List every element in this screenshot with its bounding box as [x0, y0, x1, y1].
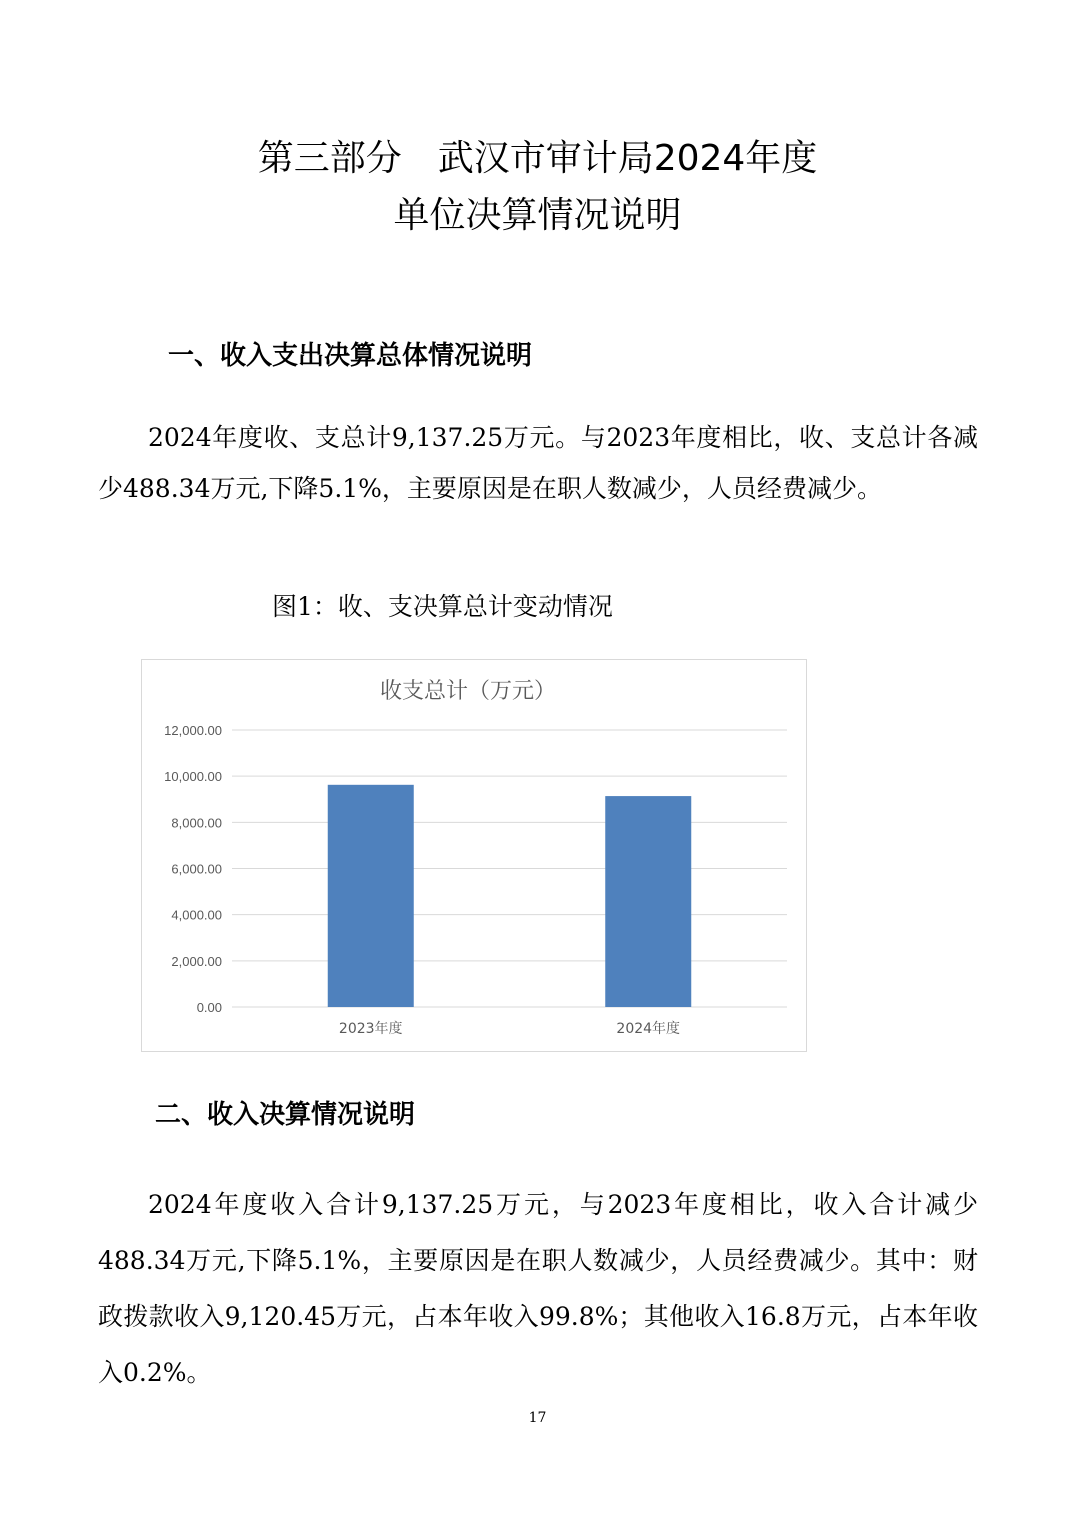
- page-title-line2: 单位决算情况说明: [393, 195, 682, 236]
- figure1-caption: 图1：收、支决算总计变动情况: [272, 592, 613, 621]
- y-tick-label: 4,000.00: [171, 907, 222, 923]
- section2-paragraph: 2024年度收入合计9,137.25万元，与2023年度相比，收入合计减少488.34万元,下降5.1%，主要原因是在职人数减少，人员经费减少。其中：财政拨款收入9,120.45万元，占本年收入99.8%；其他收入16.8万元，占本年收入0.2%。: [98, 1190, 978, 1387]
- y-tick-label: 6,000.00: [171, 861, 222, 877]
- section2-heading: 二、收入决算情况说明: [155, 1100, 416, 1130]
- bar-1: [328, 785, 414, 1007]
- section1-heading: 一、收入支出决算总体情况说明: [168, 341, 533, 371]
- chart-canvas: [142, 660, 806, 1051]
- bar-chart: [141, 659, 807, 1052]
- chart-title: 收支总计（万元）: [379, 679, 557, 704]
- y-tick-label: 8,000.00: [171, 815, 222, 831]
- page-title-line1: 第三部分 武汉市审计局2024年度: [257, 138, 818, 179]
- y-tick-label: 10,000.00: [164, 769, 222, 785]
- x-tick-label: 2023年度: [338, 1021, 403, 1037]
- y-tick-label: 12,000.00: [164, 723, 222, 738]
- page-number: 17: [528, 1410, 547, 1426]
- y-tick-label: 0.00: [196, 1000, 222, 1015]
- x-tick-label: 2024年度: [616, 1021, 681, 1037]
- bar-2: [605, 796, 691, 1007]
- y-tick-label: 2,000.00: [171, 953, 222, 969]
- section1-paragraph: 2024年度收、支总计9,137.25万元。与2023年度相比，收、支总计各减少488.34万元,下降5.1%，主要原因是在职人数减少，人员经费减少。: [98, 423, 978, 503]
